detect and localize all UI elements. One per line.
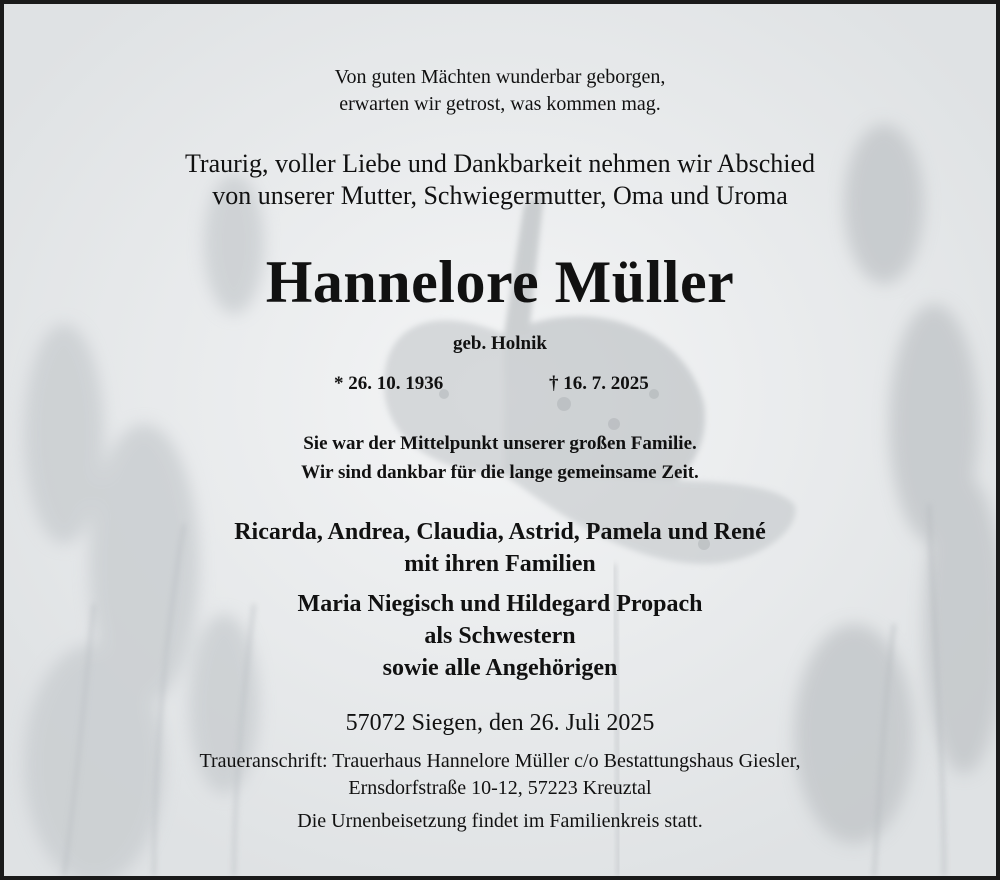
- deceased-name: Hannelore Müller: [265, 249, 735, 315]
- intro-line-1: Traurig, voller Liebe und Dankbarkeit nehmen wir Abschied: [184, 149, 816, 178]
- maiden-name: geb. Holnik: [453, 333, 547, 354]
- death-date: † 16. 7. 2025: [549, 373, 649, 394]
- address-line-1: Traueranschrift: Trauerhaus Hannelore Müller c/o Bestattungshaus Giesler,: [199, 750, 801, 772]
- mourners-sisters: Maria Niegisch und Hildegard Propach: [297, 591, 703, 617]
- birth-date: * 26. 10. 1936: [334, 373, 444, 394]
- mourners-relatives: sowie alle Angehörigen: [382, 655, 618, 681]
- mourners-children: Ricarda, Andrea, Claudia, Astrid, Pamela und René: [234, 519, 766, 545]
- motto-line-1: Von guten Mächten wunderbar geborgen,: [334, 66, 666, 88]
- motto-line-2: erwarten wir getrost, was kommen mag.: [339, 93, 661, 115]
- notice-content: [4, 4, 996, 876]
- place-date: 57072 Siegen, den 26. Juli 2025: [345, 710, 655, 736]
- tribute-line-2: Wir sind dankbar für die lange gemeinsame Zeit.: [301, 462, 699, 483]
- address-line-2: Ernsdorfstraße 10-12, 57223 Kreuztal: [348, 777, 652, 799]
- life-dates: [4, 373, 996, 397]
- burial-note: Die Urnenbeisetzung findet im Familienkreis statt.: [297, 810, 703, 832]
- mourners-sisters-role: als Schwestern: [424, 623, 576, 649]
- mourners-children-families: mit ihren Familien: [404, 551, 596, 577]
- tribute-line-1: Sie war der Mittelpunkt unserer großen Familie.: [303, 433, 697, 454]
- intro-line-2: von unserer Mutter, Schwiegermutter, Oma und Uroma: [212, 181, 788, 210]
